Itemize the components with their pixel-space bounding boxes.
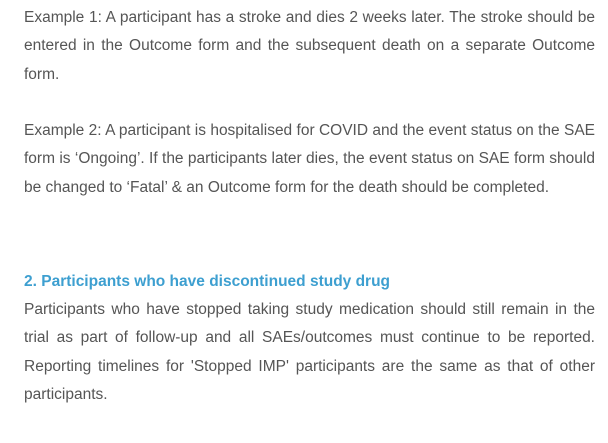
section-2-heading: 2. Participants who have discontinued study drug (24, 273, 391, 290)
section-2-body: Participants who have stopped taking study medication should still remain in the trial as part of follow-up and all SAEs/outcomes must continue to be reported. Reporting timelines for 'Stopped IMP' participants are the same as that of other participants. (24, 301, 595, 404)
example-1-paragraph: Example 1: A participant has a stroke and dies 2 weeks later. The stroke should be entered in the Outcome form and the subsequent death on a separate Outcome form. (24, 9, 595, 83)
example-2-paragraph: Example 2: A participant is hospitalised for COVID and the event status on the SAE form is ‘Ongoing’. If the participants later dies, the event status on SAE form should be changed to ‘Fatal’ & an Outcome form for the death should be completed. (24, 122, 595, 196)
